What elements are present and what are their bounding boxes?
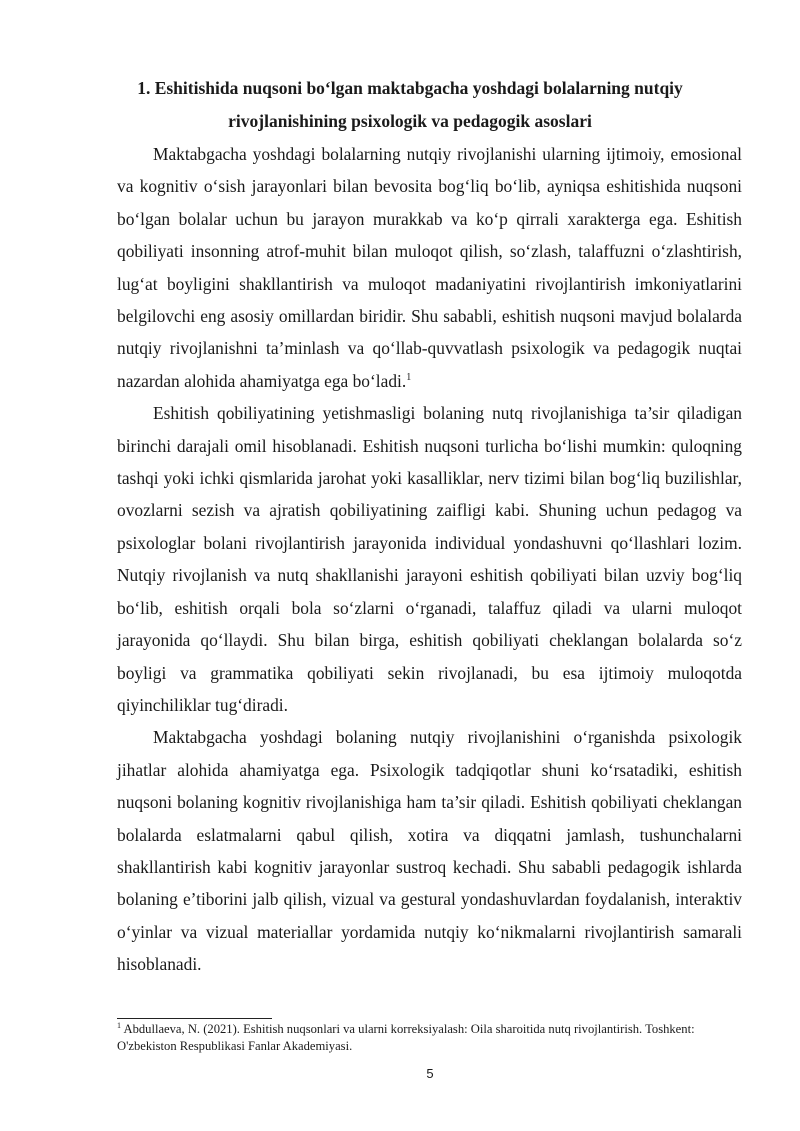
footnote [117,1021,742,1055]
paragraph-3 [117,721,742,980]
footnote-divider [117,1018,272,1019]
footnote-text: Abdullaeva, N. (2021). Eshitish nuqsonlari va ularni korreksiyalash: Oila sharoitida nutq rivojlantirish. Toshkent: O'zbekiston Respublikasi Fanlar Akademiyasi. [117,1022,695,1053]
heading-line-2: rivojlanishining psixologik va pedagogik asoslari [228,111,592,131]
footnote-reference[interactable]: 1 [406,372,412,384]
paragraph-1 [117,138,742,397]
page-number: 5 [426,1066,434,1081]
paragraph-2 [117,397,742,721]
footnote-marker: 1 [117,1020,121,1030]
paragraph-2-text: Eshitish qobiliyatining yetishmasligi bolaning nutq rivojlanishiga ta’sir qiladigan birinchi darajali omil hisoblanadi. Eshitish nuqsoni turlicha bo‘lishi mumkin: quloqning tashqi yoki ichki qismlarida jarohat yoki kasalliklar, nerv tizimi bilan bog‘liq buzilishlar, ovozlarni sezish va ajratish qobiliyatining zaifligi kabi. Shuning uchun pedagog va psixologlar bolani rivojlantirish jarayonida individual yondashuvni qo‘llashlari lozim. Nutqiy rivojlanish va nutq shakllanishi jarayoni eshitish qobiliyati bilan uzviy bog‘liq bo‘lib, eshitish orqali bola so‘zlarni o‘rganadi, talaffuz qiladi va ularni muloqot jarayonida qo‘llaydi. Shu bilan birga, eshitish qobiliyati cheklangan bolalarda so‘z boyligi va grammatika qobiliyati sekin rivojlanadi, bu esa ijtimoiy muloqotda qiyinchiliklar tug‘diradi. [117,403,742,715]
paragraph-3-text: Maktabgacha yoshdagi bolaning nutqiy rivojlanishini o‘rganishda psixologik jihatlar alohida ahamiyatga ega. Psixologik tadqiqotlar shuni ko‘rsatadiki, eshitish nuqsoni bolaning kognitiv rivojlanishiga ham ta’sir qiladi. Eshitish qobiliyati cheklangan bolalarda eslatmalarni qabul qilish, xotira va diqqatni jamlash, tushunchalarni shakllantirish kabi kognitiv jarayonlar sustroq kechadi. Shu sababli pedagogik ishlarda bolaning e’tiborini jalb qilish, vizual va gestural yondashuvlardan foydalanish, interaktiv o‘yinlar va vizual materiallar yordamida nutqiy ko‘nikmalarni rivojlantirish samarali hisoblanadi. [117,727,742,975]
paragraph-1-text: Maktabgacha yoshdagi bolalarning nutqiy rivojlanishi ularning ijtimoiy, emosional va kognitiv o‘sish jarayonlari bilan bevosita bog‘liq bo‘lib, ayniqsa eshitishida nuqsoni bo‘lgan bolalar uchun bu jarayon murakkab va ko‘p qirrali xarakterga ega. Eshitish qobiliyati insonning atrof-muhit bilan muloqot qilish, so‘zlash, talaffuzni o‘zlashtirish, lug‘at boyligini shakllantirish va muloqot madaniyatini rivojlantirish imkoniyatlarini belgilovchi eng asosiy omillardan biridir. Shu sababli, eshitish nuqsoni mavjud bolalarda nutqiy rivojlanishni ta’minlash va qo‘llab-quvvatlash psixologik va pedagogik nuqtai nazardan alohida ahamiyatga ega bo‘ladi. [117,144,742,391]
section-heading [100,72,720,138]
body-text [117,138,742,981]
heading-line-1: 1. Eshitishida nuqsoni bo‘lgan maktabgacha yoshdagi bolalarning nutqiy [137,78,683,98]
